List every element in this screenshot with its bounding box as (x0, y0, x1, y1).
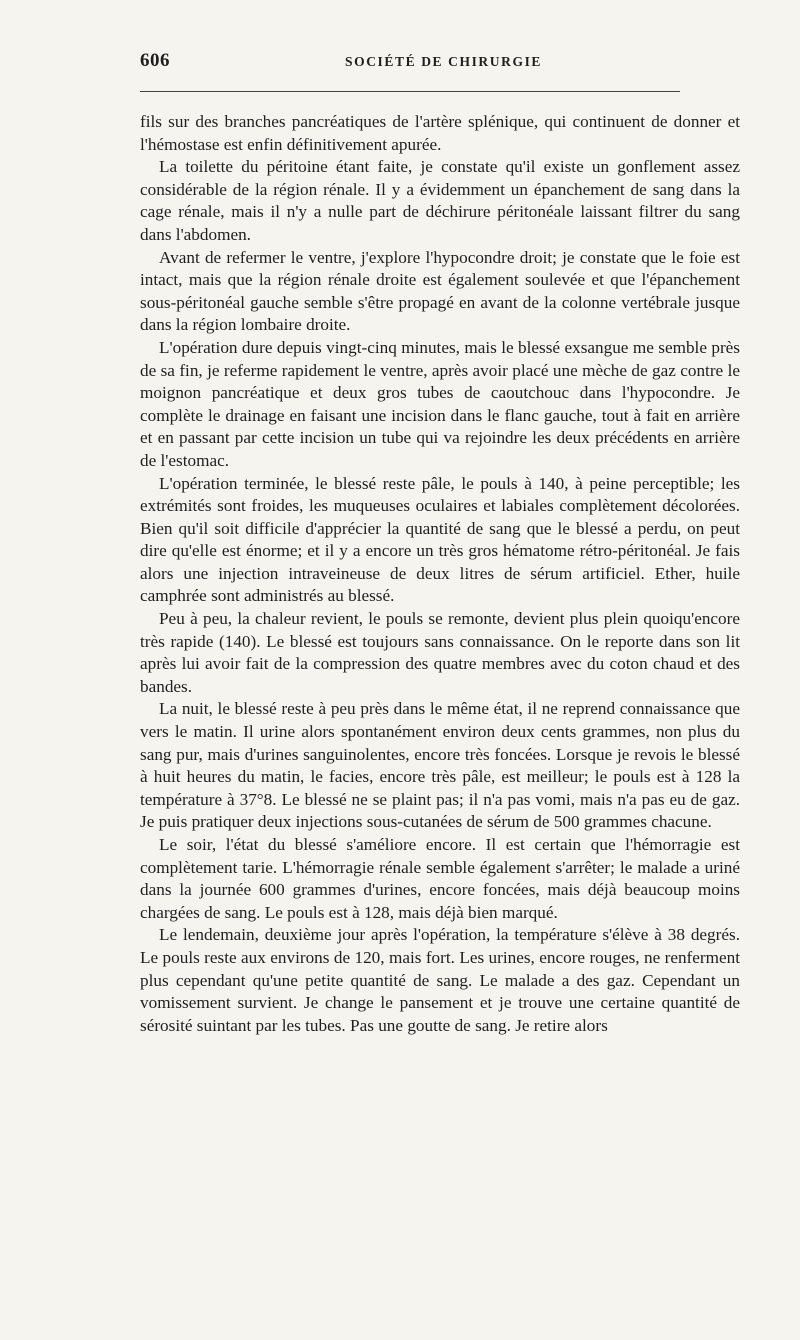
paragraph-3: Avant de refermer le ventre, j'explore l'hypocondre droit; je constate que le foie est intact, mais que la région rénale droite est également soulevée et que l'épanchement sous-péritonéal gauche semble s'être propagé en avant de la colonne vertébrale jusque dans la région lombaire droite. (140, 247, 740, 335)
paragraph-2: La toilette du péritoine étant faite, je constate qu'il existe un gonflement assez considérable de la région rénale. Il y a évidemment un épanchement de sang dans la cage rénale, mais il n'y a nulle part de déchirure péritonéale laissant filtrer du sang dans l'abdomen. (140, 157, 740, 244)
paragraph-4: L'opération dure depuis vingt-cinq minutes, mais le blessé exsangue me semble près de sa fin, je referme rapidement le ventre, après avoir placé une mèche de gaz contre le moignon pancréatique et deux gros tubes de caoutchouc dans l'hypocondre. Je complète le drainage en faisant une incision dans le flanc gauche, tout à fait en arrière et en passant par cette incision un tube qui va rejoindre les deux précédents en arrière de l'estomac. (140, 337, 740, 470)
body-text (140, 111, 740, 1037)
running-head: SOCIÉTÉ DE CHIRURGIE (345, 54, 543, 69)
paragraph-7: La nuit, le blessé reste à peu près dans le même état, il ne reprend connaissance que vers le matin. Il urine alors spontanément environ deux cents grammes, non plus du sang pur, mais d'urines sanguinolentes, encore très foncées. Lorsque je revois le blessé à huit heures du matin, le facies, encore très pâle, est meilleur; le pouls est à 128 la température à 37°8. Le blessé ne se plaint pas; il n'a pas vomi, mais n'a pas eu de gaz. Je puis pratiquer deux injections sous-cutanées de sérum de 500 grammes chacune. (140, 699, 740, 832)
header-rule (140, 91, 680, 92)
page-header (140, 50, 740, 76)
paragraph-9: Le lendemain, deuxième jour après l'opération, la température s'élève à 38 degrés. Le pouls reste aux environs de 120, mais fort. Les urines, encore rouges, ne renferment plus cependant qu'une petite quantité de sang. Le malade a des gaz. Cependant un vomissement survient. Je change le pansement et je trouve une certaine quantité de sérosité suintant par les tubes. Pas une goutte de sang. Je retire alors (140, 925, 740, 1035)
page-number: 606 (140, 50, 170, 71)
paragraph-6: Peu à peu, la chaleur revient, le pouls se remonte, devient plus plein quoiqu'encore très rapide (140). Le blessé est toujours sans connaissance. On le reporte dans son lit après lui avoir fait de la compression des quatre membres avec du coton chaud et des bandes. (140, 609, 740, 696)
paragraph-1: fils sur des branches pancréatiques de l'artère splénique, qui continuent de donner et l'hémostase est enfin définitivement apurée. (140, 112, 740, 154)
paragraph-5: L'opération terminée, le blessé reste pâle, le pouls à 140, à peine perceptible; les extrémités sont froides, les muqueuses oculaires et labiales complètement décolorées. Bien qu'il soit difficile d'apprécier la quantité de sang que le blessé a perdu, on peut dire qu'elle est énorme; et il y a encore un très gros hématome rétro-péritonéal. Je fais alors une injection intraveineuse de deux litres de sérum artificiel. Ether, huile camphrée sont administrés au blessé. (140, 473, 740, 606)
paragraph-8: Le soir, l'état du blessé s'améliore encore. Il est certain que l'hémorragie est complètement tarie. L'hémorragie rénale semble également s'arrêter; le malade a uriné dans la journée 600 grammes d'urines, encore foncées, mais déjà beaucoup moins chargées de sang. Le pouls est à 128, mais déjà bien marqué. (140, 835, 740, 922)
